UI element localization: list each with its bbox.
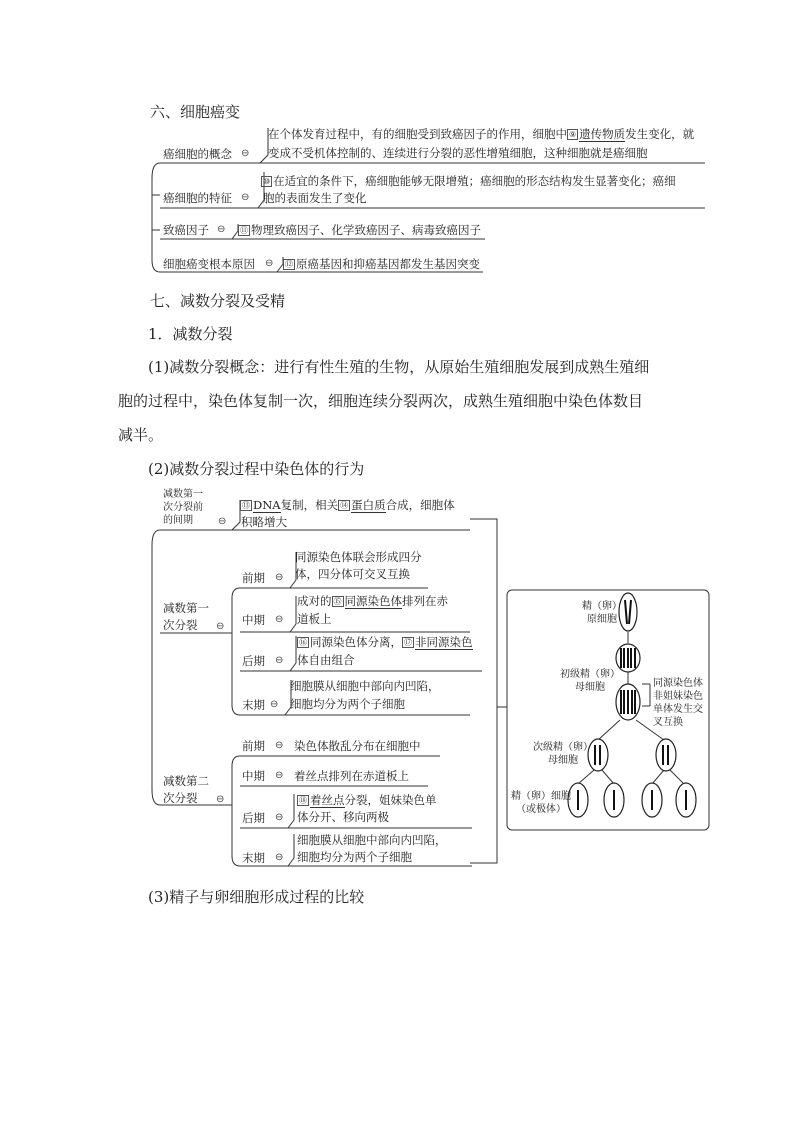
d2-anaphase-label: 后期 — [242, 811, 265, 825]
collapse-icon: ⊖ — [241, 148, 250, 159]
collapse-icon: ⊖ — [216, 621, 225, 632]
collapse-icon: ⊖ — [265, 258, 274, 269]
collapse-icon: ⊖ — [275, 614, 284, 625]
paragraph-heading: (2)减数分裂过程中染色体的行为 — [148, 460, 365, 478]
gamete-label: 精（卵）细胞 （或极体） — [511, 791, 571, 815]
interphase-label: 减数第一 次分裂前 的间期 — [163, 489, 203, 526]
collapse-icon: ⊖ — [218, 516, 227, 527]
interphase-text-line1: ⑬ DNA复制，相关 ⑭ 蛋白质合成，细胞体 — [242, 498, 455, 512]
d1-metaphase-label: 中期 — [242, 613, 265, 627]
d1-prophase-label: 前期 — [242, 571, 265, 585]
subsection-meiosis: 1．减数分裂 — [148, 325, 233, 343]
collapse-icon: ⊖ — [275, 852, 284, 863]
secondary-cell-right — [656, 739, 676, 771]
collapse-icon: ⊖ — [217, 224, 226, 235]
d2-metaphase-label: 中期 — [242, 769, 265, 783]
paragraph-line: (1)减数分裂概念：进行有性生殖的生物，从原始生殖细胞发展到成熟生殖细 — [148, 358, 650, 376]
carcinogen-label: 致癌因子 — [163, 223, 209, 237]
interphase-text-line2: 积略增大 — [241, 515, 287, 529]
collapse-icon: ⊖ — [275, 770, 284, 781]
primary-cell-label: 初级精（卵） 母细胞 — [560, 669, 620, 693]
cancer-feature-label: 癌细胞的特征 — [163, 191, 232, 205]
d2-anaphase-text2: 体分开、移向两极 — [297, 810, 389, 824]
d1-anaphase-text1: ⑯ 同源染色体分离， ⑰ 非同源染色 — [299, 635, 473, 649]
section6-title: 六、细胞癌变 — [150, 103, 241, 121]
root-cause-text: ⑫ 原癌基因和抑癌基因都发生基因突变 — [285, 257, 480, 271]
d1-metaphase-text1: 成对的 ⑮ 同源染色体排列在赤 — [297, 594, 448, 608]
d1-anaphase-text2: 体自由组合 — [297, 653, 355, 667]
carcinogen-text: ⑪ 物理致癌因子、化学致癌因子、病毒致癌因子 — [240, 223, 481, 237]
d2-prophase-label: 前期 — [242, 739, 265, 753]
d2-telophase-text1: 细胞膜从细胞中部向内凹陷， — [297, 833, 447, 847]
cancer-feature-text-line2: 胞的表面发生了变化 — [263, 191, 367, 205]
cancer-concept-text-line2: 变成不受机体控制的、连续进行分裂的恶性增殖细胞，这种细胞就是癌细胞 — [268, 146, 648, 160]
d1-anaphase-label: 后期 — [242, 654, 265, 668]
d1-telophase-text2: 细胞均分为两个子细胞 — [290, 697, 405, 711]
d1-prophase-text1: 同源染色体联会形成四分 — [295, 550, 422, 564]
d2-telophase-text2: 细胞均分为两个子细胞 — [297, 850, 412, 864]
d1-telophase-label: 末期 — [242, 698, 265, 712]
division1-label: 减数第一 次分裂 — [163, 601, 209, 632]
secondary-cell-label: 次级精（卵） 母细胞 — [533, 742, 593, 766]
section7-title: 七、减数分裂及受精 — [150, 292, 286, 310]
collapse-icon: ⊖ — [275, 655, 284, 666]
collapse-icon: ⊖ — [216, 794, 225, 805]
collapse-icon: ⊖ — [270, 699, 279, 710]
germ-cell-label: 精（卵） 原细胞 — [582, 601, 622, 625]
d2-metaphase-text: 着丝点排列在赤道板上 — [294, 769, 409, 783]
d2-prophase-text: 染色体散乱分布在细胞中 — [294, 739, 421, 753]
collapse-icon: ⊖ — [275, 812, 284, 823]
cancer-concept-text-line1: 在个体发育过程中，有的细胞受到致癌因子的作用，细胞中 ⑨ 遗传物质发生变化，就 — [268, 127, 695, 141]
d2-anaphase-text1: ⑱ 着丝点分裂，姐妹染色单 — [299, 793, 437, 807]
paragraph-line: 胞的过程中，染色体复制一次，细胞连续分裂两次，成熟生殖细胞中染色体数目 — [118, 392, 644, 410]
cancer-feature-text-line1: ⑩ 在适宜的条件下，癌细胞能够无限增殖；癌细胞的形态结构发生显著变化；癌细 — [263, 174, 676, 188]
root-cause-label: 细胞癌变根本原因 — [163, 257, 255, 271]
d1-telophase-text1: 细胞膜从细胞中部向内凹陷， — [290, 679, 440, 693]
crossover-note: 同源染色体 非姐妹染色 单体发生交 叉互换 — [653, 678, 703, 728]
collapse-icon: ⊖ — [275, 572, 284, 583]
d2-telophase-label: 末期 — [242, 851, 265, 865]
cancer-concept-label: 癌细胞的概念 — [163, 147, 232, 161]
d1-metaphase-text2: 道板上 — [297, 612, 332, 626]
paragraph-line: 减半。 — [118, 426, 164, 444]
d1-prophase-text2: 体，四分体可交叉互换 — [295, 567, 410, 581]
paragraph-heading: (3)精子与卵细胞形成过程的比较 — [148, 888, 365, 906]
division2-label: 减数第二 次分裂 — [163, 774, 209, 805]
collapse-icon: ⊖ — [275, 740, 284, 751]
collapse-icon: ⊖ — [241, 192, 250, 203]
